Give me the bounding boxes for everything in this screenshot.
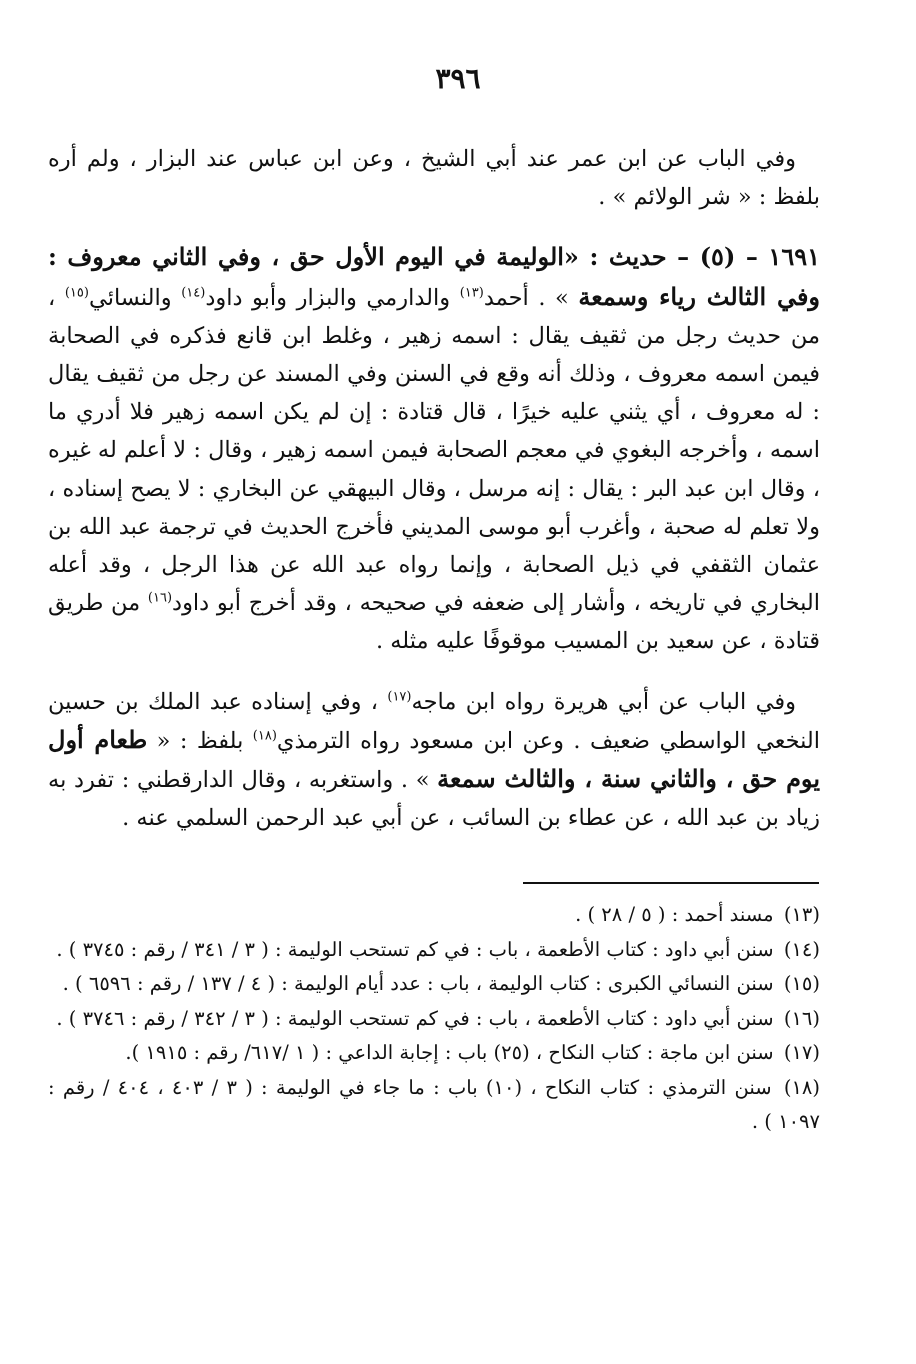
- footnote-number: (١٣): [783, 903, 820, 926]
- footnote-text: سنن أبي داود : كتاب الأطعمة ، باب : في كم تستحب الوليمة : ( ٣ / ٣٤٢ / رقم : ٣٧٤٦ ) .: [56, 1006, 774, 1030]
- text-segment: وفي الباب عن أبي هريرة رواه ابن ماجه: [411, 688, 796, 715]
- footnote-text: سنن أبي داود : كتاب الأطعمة ، باب : في كم تستحب الوليمة : ( ٣ / ٣٤١ / رقم : ٣٧٤٥ ) .: [56, 937, 774, 961]
- text-segment: ، من حديث رجل من ثقيف يقال : اسمه زهير ، وغلط ابن قانع فذكره في الصحابة فيمن اسمه معروف ، وذلك أنه وقع في السنن وفي المسند عن رجل من ثقيف يقال : له معروف ، أي يثني عليه خيرًا ، قال قتادة : إن لم يكن اسمه زهير فلا أدري ما اسمه ، وأخرجه البغوي في معجم الصحابة فيمن اسمه زهير ، وقال : لا أعلم له غيره ، وقال ابن عبد البر : يقال : إنه مرسل ، وقال البيهقي عن البخاري : لا يصح إسناده ، ولا تعلم له صحبة ، وأغرب أبو موسى المديني فأخرج الحديث في ترجمة عبد الله بن عثمان الثقفي في ذيل الصحابة ، وإنما رواه عبد الله عن هذا الرجل ، وقد أعله البخاري في تاريخه ، وأشار إلى ضعفه في صحيحه ، وقد أخرج أبو داود: [48, 284, 820, 617]
- footnotes-section: [48, 898, 820, 1140]
- page-number: ٣٩٦: [435, 62, 481, 95]
- footnote-text: سنن النسائي الكبرى : كتاب الوليمة ، باب : عدد أيام الوليمة : ( ٤ / ١٣٧ / رقم : ٦٥٩٦ ) .: [62, 972, 774, 995]
- footnote-number: (١٨): [783, 1075, 821, 1099]
- paragraph-bab-2: [48, 683, 820, 838]
- footnote-item: [48, 1002, 820, 1037]
- quoted-hadith: طعام أول يوم حق ، والثاني سنة ، والثالث سمعة: [48, 724, 821, 794]
- text-segment: ، وفي إسناده عبد الملك بن حسين النخعي الواسطي ضعيف . وعن ابن مسعود رواه الترمذي: [48, 688, 821, 754]
- footnote-item: [48, 1071, 820, 1140]
- footnote-ref[interactable]: (١٤): [181, 285, 206, 301]
- hadith-text: الوليمة في اليوم الأول حق ، وفي الثاني معروف : وفي الثالث رياء وسمعة: [48, 242, 821, 311]
- footnote-ref[interactable]: (١٥): [64, 285, 89, 301]
- footnote-item: [48, 1036, 820, 1071]
- footnote-item: [48, 967, 820, 1002]
- footnote-ref[interactable]: (١٣): [459, 285, 484, 301]
- text-segment: من طريق قتادة ، عن سعيد بن المسيب موقوفًا عليه مثله .: [48, 590, 820, 655]
- paragraph-text: وفي الباب عن ابن عمر عند أبي الشيخ ، وعن ابن عباس عند البزار ، ولم أره بلفظ : « شر الولائم » .: [48, 146, 820, 211]
- text-segment: بلفظ : «: [147, 727, 253, 754]
- hadith-number: ١٦٩١ – (٥) – حديث : «: [563, 242, 820, 272]
- hadith-paragraph: [48, 238, 820, 660]
- footnote-number: (١٤): [783, 937, 820, 961]
- footnote-text: سنن ابن ماجة : كتاب النكاح ، (٢٥) باب : إجابة الداعي : ( ١ /٦١٧/ رقم : ١٩١٥ ).: [125, 1041, 774, 1064]
- footnote-ref[interactable]: (١٧): [387, 689, 412, 705]
- text-segment: » . واستغربه ، وقال الدارقطني : تفرد به زياد بن عبد الله ، عن عطاء بن السائب ، عن أبي عبد الرحمن السلمي عنه .: [48, 767, 820, 832]
- footnote-text: سنن الترمذي : كتاب النكاح ، (١٠) باب : ما جاء في الوليمة : ( ٣ / ٤٠٣ ، ٤٠٤ / رقم : ١٠٩٧ ) .: [48, 1075, 820, 1133]
- footnote-text: مسند أحمد : ( ٥ / ٢٨ ) .: [575, 903, 774, 926]
- main-text: [48, 140, 820, 859]
- footnote-ref[interactable]: (١٨): [252, 728, 277, 744]
- footnote-item: [48, 933, 820, 968]
- footnote-divider: [523, 882, 819, 884]
- footnote-number: (١٧): [783, 1041, 820, 1064]
- footnote-ref[interactable]: (١٦): [147, 590, 173, 606]
- footnote-item: [48, 898, 820, 933]
- footnote-number: (١٦): [783, 1006, 820, 1030]
- text-segment: والنسائي: [88, 284, 182, 311]
- paragraph-bab-1: [48, 140, 820, 216]
- text-segment: والدارمي والبزار وأبو داود: [205, 284, 460, 311]
- hadith-close: » . أحمد: [483, 284, 579, 311]
- footnote-number: (١٥): [783, 972, 820, 995]
